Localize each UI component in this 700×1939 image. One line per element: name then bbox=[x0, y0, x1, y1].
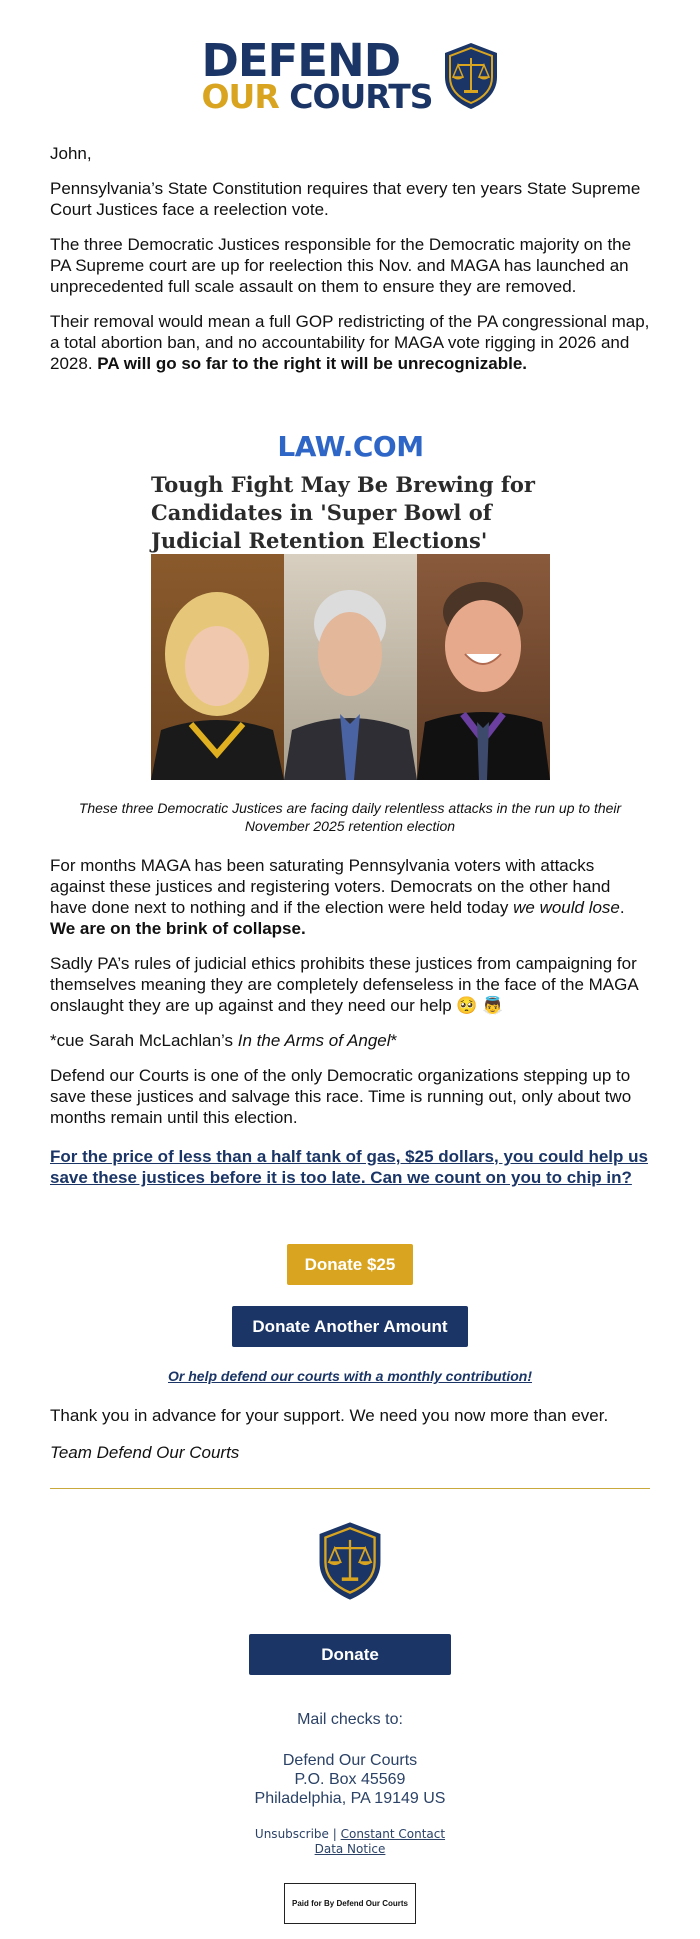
constant-contact-link[interactable]: Constant Contact bbox=[340, 1827, 446, 1841]
thanks-text: Thank you in advance for your support. We need you now more than ever. bbox=[50, 1406, 609, 1425]
justices-photos bbox=[151, 554, 550, 780]
logo-wordmark bbox=[201, 34, 433, 116]
article-image[interactable] bbox=[151, 428, 550, 780]
donate-another-amount-button[interactable]: Donate Another Amount bbox=[232, 1306, 468, 1347]
emoji-pleading-angel: 🥺 👼 bbox=[456, 996, 504, 1015]
paragraph-cue: *cue Sarah McLachlan’s In the Arms of Angel* bbox=[50, 1031, 398, 1050]
paragraph-defend: Defend our Courts is one of the only Democratic organizations stepping up to save these justices and salvage this race. Time is running out, only about two months remain until this election. bbox=[50, 1066, 632, 1127]
cta-donation-link[interactable]: For the price of less than a half tank of gas, $25 dollars, you could help us save these justices before it is too late. Can we count on you to chip in? bbox=[50, 1147, 648, 1187]
donate-25-button[interactable]: Donate $25 bbox=[287, 1244, 413, 1285]
link-separator: | bbox=[332, 1827, 337, 1841]
divider bbox=[50, 1488, 650, 1489]
mailing-address bbox=[0, 1751, 700, 1808]
body-section bbox=[50, 855, 650, 1202]
address-box: P.O. Box 45569 bbox=[294, 1771, 406, 1788]
footer-links bbox=[0, 1827, 700, 1857]
footer-donate-button[interactable]: Donate bbox=[249, 1634, 451, 1675]
article-source: LAW.COM bbox=[277, 430, 424, 463]
closing-section bbox=[50, 1405, 650, 1477]
article-caption: These three Democratic Justices are facing daily relentless attacks in the run up to their November 2025 retention election bbox=[78, 800, 622, 834]
justice-photo-center bbox=[284, 554, 417, 780]
address-city: Philadelphia, PA 19149 US bbox=[254, 1790, 446, 1807]
intro-section bbox=[50, 143, 650, 388]
justice-photo-left bbox=[151, 554, 284, 780]
monthly-contribution-link[interactable]: Or help defend our courts with a monthly contribution! bbox=[168, 1368, 532, 1384]
paragraph-justices: The three Democratic Justices responsible for the Democratic majority on the PA Supreme court are up for reelection this Nov. and MAGA has launched an unprecedented full scale assault on them to ensure they are removed. bbox=[50, 235, 632, 296]
paragraph-saturating: For months MAGA has been saturating Pennsylvania voters with attacks against these justices and registering voters. Democrats on the other hand have done next to nothing and if the election were held today we would lose. We are on the brink of collapse. bbox=[50, 856, 625, 938]
italic-song-title: In the Arms of Angel bbox=[237, 1031, 391, 1050]
justice-photo-right bbox=[417, 554, 550, 780]
logo-line-defend: DEFEND bbox=[201, 34, 401, 88]
paid-for-disclaimer: Paid for By Defend Our Courts bbox=[284, 1883, 416, 1924]
bold-brink-collapse: We are on the brink of collapse. bbox=[50, 919, 306, 938]
bold-unrecognizable: PA will go so far to the right it will be unrecognizable. bbox=[97, 354, 528, 373]
paragraph-ethics: Sadly PA’s rules of judicial ethics prohibits these justices from campaigning for themselves meaning they are completely defenseless in the face of the MAGA onslaught they are up against and they need our help 🥺 👼 bbox=[50, 954, 638, 1015]
data-notice-link[interactable]: Data Notice bbox=[314, 1842, 386, 1856]
mail-checks-label: Mail checks to: bbox=[297, 1711, 403, 1728]
address-org: Defend Our Courts bbox=[282, 1752, 418, 1769]
footer-logo[interactable] bbox=[316, 1520, 384, 1607]
greeting: John, bbox=[50, 144, 92, 163]
article-headline: Tough Fight May Be Brewing for Candidates in 'Super Bowl of Judicial Retention Elections' bbox=[151, 472, 535, 553]
paragraph-removal: Their removal would mean a full GOP redistricting of the PA congressional map, a total abortion ban, and no accountability for MAGA vote rigging in 2026 and 2028. PA will go so far to the right it will be unrecognizable. bbox=[50, 312, 650, 373]
logo-word-courts: COURTS bbox=[289, 76, 433, 116]
unsubscribe-link[interactable]: Unsubscribe bbox=[254, 1827, 329, 1841]
scales-shield-icon bbox=[443, 41, 499, 111]
footer-scales-shield-icon bbox=[316, 1520, 384, 1602]
header-logo[interactable] bbox=[0, 34, 700, 116]
italic-we-would-lose: we would lose bbox=[513, 898, 620, 917]
paragraph-constitution: Pennsylvania’s State Constitution requires that every ten years State Supreme Court Justices face a reelection vote. bbox=[50, 179, 641, 219]
signature: Team Defend Our Courts bbox=[50, 1443, 240, 1462]
logo-word-our: OUR bbox=[201, 76, 279, 116]
